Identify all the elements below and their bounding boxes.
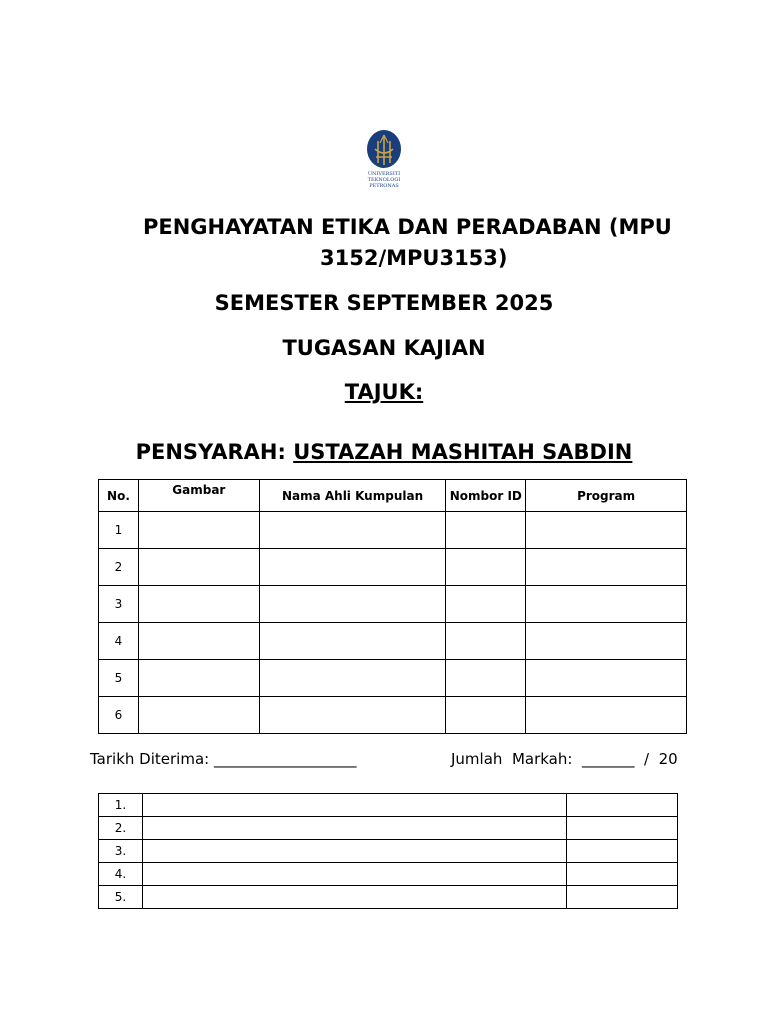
- id-cell[interactable]: [446, 549, 526, 586]
- logo-line-3: PETRONAS: [369, 183, 399, 189]
- program-cell[interactable]: [526, 549, 687, 586]
- mark-cell[interactable]: [567, 840, 678, 863]
- score-row-number: 4.: [99, 863, 143, 886]
- mark-cell[interactable]: [567, 886, 678, 909]
- photo-cell[interactable]: [138, 512, 259, 549]
- row-number: 4: [99, 623, 139, 660]
- name-cell[interactable]: [259, 660, 446, 697]
- criteria-cell[interactable]: [142, 863, 566, 886]
- id-cell[interactable]: [446, 697, 526, 734]
- photo-cell[interactable]: [138, 660, 259, 697]
- table-row: [99, 660, 687, 697]
- name-cell[interactable]: [259, 623, 446, 660]
- mark-cell[interactable]: [567, 794, 678, 817]
- date-received-field: Tarikh Diterima: ___________________: [90, 750, 357, 768]
- topic-label: TAJUK:: [344, 380, 424, 404]
- table-row: [99, 549, 687, 586]
- score-row-number: 1.: [99, 794, 143, 817]
- photo-cell[interactable]: [138, 623, 259, 660]
- table-row: [99, 840, 678, 863]
- lecturer-label: PENSYARAH:: [135, 440, 294, 464]
- criteria-cell[interactable]: [142, 794, 566, 817]
- program-cell[interactable]: [526, 697, 687, 734]
- header-nama: Nama Ahli Kumpulan: [259, 480, 446, 512]
- row-number: 3: [99, 586, 139, 623]
- members-header-row: [99, 480, 687, 512]
- table-row: [99, 512, 687, 549]
- id-cell[interactable]: [446, 660, 526, 697]
- program-cell[interactable]: [526, 586, 687, 623]
- mark-cell[interactable]: [567, 863, 678, 886]
- course-title-line-1: PENGHAYATAN ETIKA DAN PERADABAN (MPU: [143, 215, 672, 239]
- photo-cell[interactable]: [138, 549, 259, 586]
- header-no: No.: [99, 480, 139, 512]
- score-row-number: 2.: [99, 817, 143, 840]
- members-table: [98, 479, 687, 734]
- lecturer-line: [0, 437, 768, 467]
- lecturer-name: USTAZAH MASHITAH SABDIN: [293, 440, 633, 464]
- photo-cell[interactable]: [138, 697, 259, 734]
- total-marks-field: Jumlah Markah: _______ / 20: [451, 750, 678, 768]
- name-cell[interactable]: [259, 697, 446, 734]
- id-cell[interactable]: [446, 586, 526, 623]
- header-gambar: Gambar: [138, 480, 259, 512]
- row-number: 2: [99, 549, 139, 586]
- semester-title: SEMESTER SEPTEMBER 2025: [214, 291, 554, 315]
- name-cell[interactable]: [259, 512, 446, 549]
- criteria-cell[interactable]: [142, 840, 566, 863]
- program-cell[interactable]: [526, 623, 687, 660]
- name-cell[interactable]: [259, 549, 446, 586]
- criteria-cell[interactable]: [142, 817, 566, 840]
- score-row-number: 3.: [99, 840, 143, 863]
- score-row-number: 5.: [99, 886, 143, 909]
- row-number: 6: [99, 697, 139, 734]
- name-cell[interactable]: [259, 586, 446, 623]
- table-row: [99, 886, 678, 909]
- assignment-title: TUGASAN KAJIAN: [282, 336, 486, 360]
- logo-line-1: UNIVERSITI: [367, 171, 401, 177]
- university-logo: [364, 129, 404, 191]
- program-cell[interactable]: [526, 512, 687, 549]
- logo-line-2: TEKNOLOGI: [367, 177, 401, 183]
- header-nombor-id: Nombor ID: [446, 480, 526, 512]
- criteria-cell[interactable]: [142, 886, 566, 909]
- course-title-line-2: 3152/MPU3153): [320, 246, 508, 270]
- score-table: [98, 793, 678, 909]
- row-number: 1: [99, 512, 139, 549]
- program-cell[interactable]: [526, 660, 687, 697]
- mark-cell[interactable]: [567, 817, 678, 840]
- table-row: [99, 586, 687, 623]
- table-row: [99, 697, 687, 734]
- header-program: Program: [526, 480, 687, 512]
- photo-cell[interactable]: [138, 586, 259, 623]
- table-row: [99, 794, 678, 817]
- table-row: [99, 817, 678, 840]
- id-cell[interactable]: [446, 512, 526, 549]
- row-number: 5: [99, 660, 139, 697]
- table-row: [99, 623, 687, 660]
- table-row: [99, 863, 678, 886]
- university-logo-icon: [364, 129, 404, 191]
- id-cell[interactable]: [446, 623, 526, 660]
